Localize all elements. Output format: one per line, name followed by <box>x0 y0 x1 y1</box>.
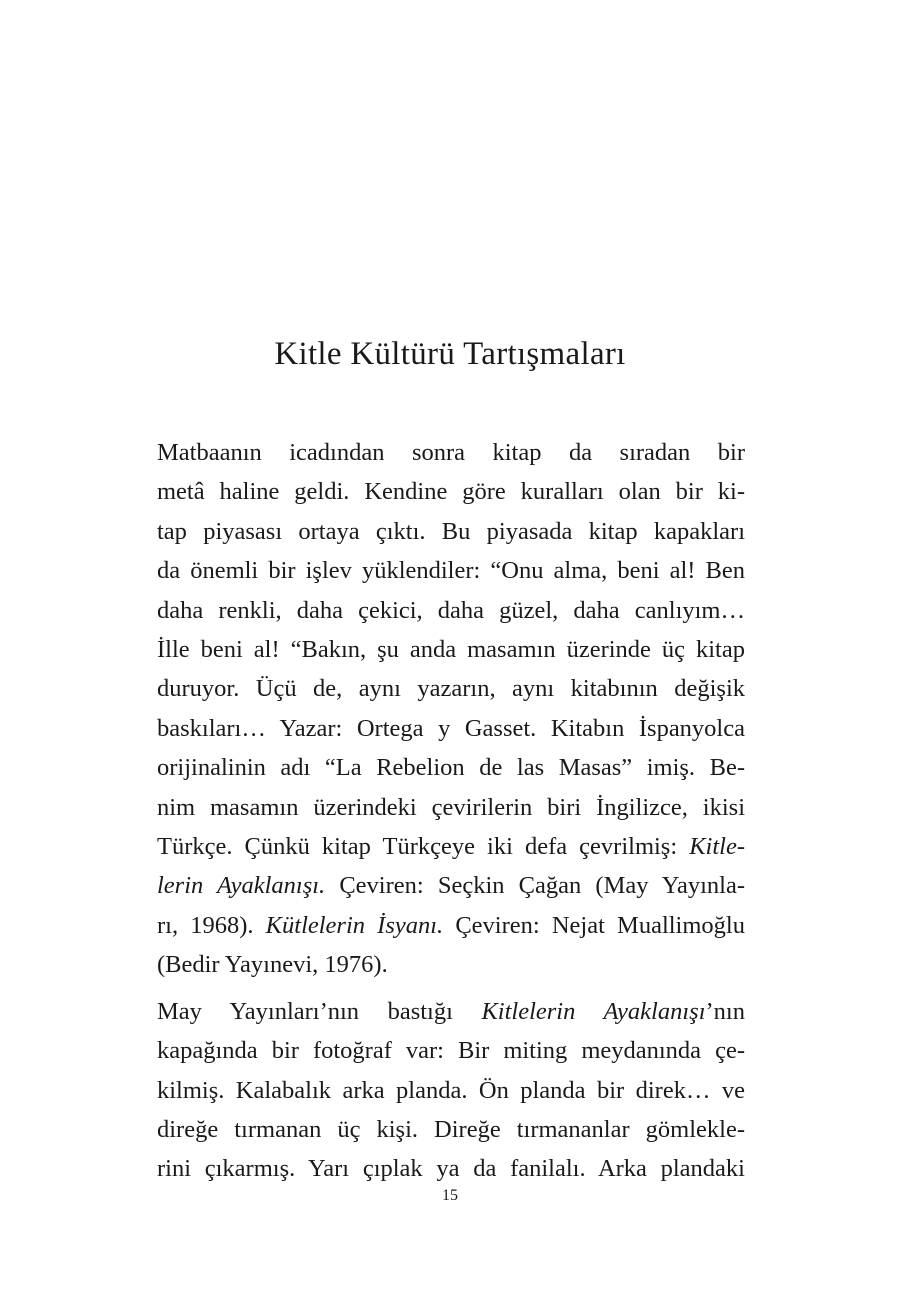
text-line: kapağında bir fotoğraf var: Bir miting meydanında çe- <box>157 1037 745 1065</box>
text-line: baskıları… Yazar: Ortega y Gasset. Kitabın İspanyolca <box>157 714 745 742</box>
text-line: tap piyasası ortaya çıktı. Bu piyasada kitap kapakları <box>157 517 745 545</box>
page-number: 15 <box>442 1187 458 1204</box>
text-line: nim masamın üzerindeki çevirilerin biri İngilizce, ikisi <box>157 793 745 821</box>
text-line: Matbaanın icadından sonra kitap da sıradan bir <box>157 439 745 466</box>
text-line: Türkçe. Çünkü kitap Türkçeye iki defa çevrilmiş: Kitle- <box>157 833 745 861</box>
text-line: metâ haline geldi. Kendine göre kuralları olan bir ki- <box>157 478 745 506</box>
text-line: daha renkli, daha çekici, daha güzel, daha canlıyım… <box>157 596 745 624</box>
body-text <box>157 433 745 1189</box>
text-line: (Bedir Yayınevi, 1976). <box>157 951 388 979</box>
text-line: duruyor. Üçü de, aynı yazarın, aynı kitabının değişik <box>157 675 745 703</box>
book-title-italic: lerin Ayaklanışı. <box>157 872 326 900</box>
text-line: May Yayınları’nın bastığı Kitlelerin Ayaklanışı’nın <box>157 997 745 1025</box>
text-line: orijinalinin adı “La Rebelion de las Masas” imiş. Be- <box>157 754 745 782</box>
text-line: rı, 1968). Kütlelerin İsyanı. Çeviren: Nejat Muallimoğlu <box>157 911 745 939</box>
text-line: lerin Ayaklanışı. Çeviren: Seçkin Çağan (May Yayınla- <box>157 872 745 900</box>
text-line: da önemli bir işlev yüklendiler: “Onu alma, beni al! Ben <box>157 557 745 585</box>
paragraph <box>157 433 745 985</box>
text-line: direğe tırmanan üç kişi. Direğe tırmananlar gömlekle- <box>157 1115 745 1143</box>
book-title-italic: Kitle- <box>689 833 745 861</box>
paragraph <box>157 992 745 1189</box>
text-line: kilmiş. Kalabalık arka planda. Ön planda bir direk… ve <box>157 1076 745 1104</box>
book-title-italic: Kütlelerin İsyanı. <box>265 911 444 939</box>
chapter-title: Kitle Kültürü Tartışmaları <box>274 336 626 372</box>
book-title-italic: Kitlelerin Ayaklanışı <box>481 997 706 1025</box>
text-line: rini çıkarmış. Yarı çıplak ya da fanilalı. Arka plandaki <box>157 1155 745 1183</box>
text-line: İlle beni al! “Bakın, şu anda masamın üzerinde üç kitap <box>157 636 745 664</box>
